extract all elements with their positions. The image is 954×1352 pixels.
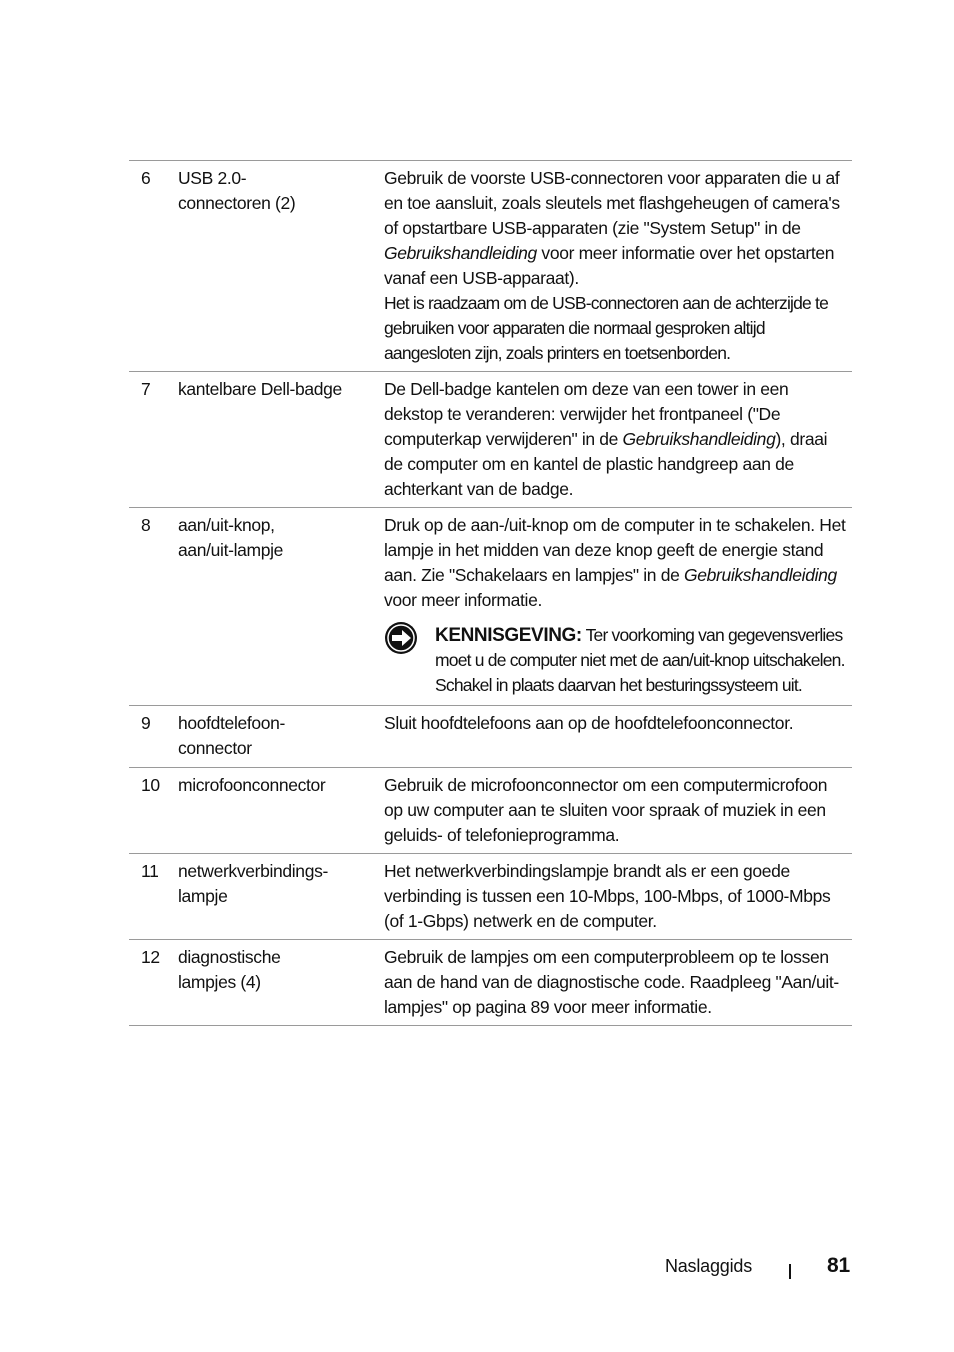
row-number: 8 bbox=[141, 515, 151, 535]
component-description bbox=[383, 377, 852, 502]
component-label-text: aan/uit-knop, aan/uit-lampje bbox=[178, 515, 284, 560]
row-number: 7 bbox=[141, 379, 151, 399]
component-label bbox=[178, 166, 383, 366]
row-number: 12 bbox=[141, 947, 160, 967]
description-paragraph bbox=[384, 377, 848, 502]
description-paragraph bbox=[384, 166, 848, 291]
manual-reference: Gebruikshandleiding bbox=[384, 243, 537, 263]
notice-text bbox=[435, 623, 848, 698]
manual-reference: Gebruikshandleiding bbox=[683, 565, 837, 585]
notice-box bbox=[384, 623, 848, 698]
notice-body: Ter voorkoming van gegevensverlies moet u de computer niet met de aan/uit-knop uitschakelen. Schakel in plaats daarvan het besturingssysteem uit. bbox=[435, 625, 845, 695]
row-number: 6 bbox=[141, 168, 151, 188]
component-description: Gebruik de lampjes om een computerprobleem op te lossen aan de hand van de diagnostische code. Raadpleeg "Aan/uit-lampjes" op pagina 89 voor meer informatie. bbox=[384, 947, 839, 1017]
component-description bbox=[383, 513, 852, 700]
table-row bbox=[129, 508, 852, 706]
row-number: 10 bbox=[141, 775, 160, 795]
row-number: 11 bbox=[141, 861, 159, 881]
table-row bbox=[129, 706, 852, 768]
notice-icon bbox=[384, 621, 418, 655]
description-text: De Dell-badge kantelen om deze van een tower in een dekstop te veranderen: verwijder het frontpaneel ("De computerkap verwijderen" in de bbox=[384, 379, 789, 449]
component-label-text: USB 2.0-connectoren (2) bbox=[178, 168, 296, 213]
component-label bbox=[178, 711, 383, 761]
component-description: Gebruik de microfoonconnector om een computermicrofoon op uw computer aan te sluiten voor spraak of muziek in een geluids- of telefonieprogramma. bbox=[384, 775, 828, 845]
table-row bbox=[129, 768, 852, 854]
component-label: kantelbare Dell-badge bbox=[178, 379, 342, 399]
description-text: ), draai de computer om en kantel de plastic handgreep aan de achterkant van de badge. bbox=[384, 429, 828, 499]
table-row bbox=[129, 161, 852, 372]
description-text: voor meer informatie. bbox=[384, 590, 542, 610]
component-label-text: netwerkverbindings-lampje bbox=[178, 861, 328, 906]
page-footer bbox=[600, 1254, 852, 1284]
page-number: 81 bbox=[827, 1254, 850, 1277]
component-label-text: diagnostische lampjes (4) bbox=[178, 947, 281, 992]
component-label-text: hoofdtelefoon-connector bbox=[178, 713, 285, 758]
table-row bbox=[129, 854, 852, 940]
description-text: voor meer informatie over het opstarten vanaf een USB-apparaat). bbox=[384, 243, 835, 288]
description-text: Gebruik de voorste USB-connectoren voor apparaten die u af en toe aansluit, zoals sleutels met flashgeheugen of camera's of opstartbare USB-apparaten (zie "System Setup" in de bbox=[384, 168, 840, 238]
component-description: Het netwerkverbindingslampje brandt als er een goede verbinding is tussen een 10-Mbps, 100-Mbps, of 1000-Mbps (of 1-Gbps) netwerk en de computer. bbox=[384, 861, 831, 931]
component-label bbox=[178, 945, 383, 1020]
specification-table bbox=[129, 160, 852, 1026]
manual-reference: Gebruikshandleiding bbox=[622, 429, 776, 449]
component-label bbox=[178, 513, 383, 700]
description-text: Druk op de aan-/uit-knop om de computer in te schakelen. Het lampje in het midden van deze knop geeft de energie stand aan. Zie "Schakelaars en lampjes" in de bbox=[384, 515, 846, 585]
notice-heading: KENNISGEVING: bbox=[435, 625, 582, 646]
footer-separator bbox=[789, 1264, 791, 1279]
component-label: microfoonconnector bbox=[178, 775, 326, 795]
description-paragraph bbox=[384, 513, 848, 613]
footer-section-title: Naslaggids bbox=[664, 1256, 752, 1276]
component-description bbox=[383, 166, 852, 366]
description-paragraph: Het is raadzaam om de USB-connectoren aan de achterzijde te gebruiken voor apparaten die normaal gesproken altijd aangesloten zijn, zoals printers en toetsenborden. bbox=[384, 293, 829, 363]
component-description: Sluit hoofdtelefoons aan op de hoofdtelefoonconnector. bbox=[384, 713, 794, 733]
component-label bbox=[178, 859, 383, 934]
table-row bbox=[129, 372, 852, 508]
row-number: 9 bbox=[141, 713, 151, 733]
table-row bbox=[129, 940, 852, 1026]
